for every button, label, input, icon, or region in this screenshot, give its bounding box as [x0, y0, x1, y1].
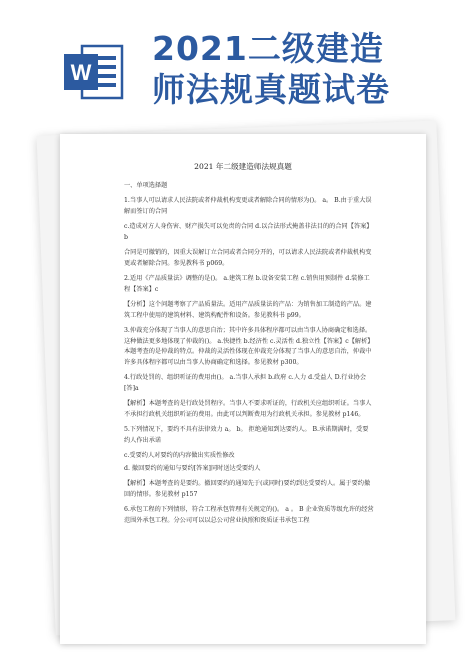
- question-paragraph: 3.仲裁充分体现了当事人的意思自治；其中许多具体程序都可以由当事人协商确定和选择。这种做法更多地体现了仲裁的()。 a.快捷性 b.经济性 c.灵活性 d.独立性【答案】c【解析】本题考查的是仲裁的特点。仲裁的灵活性体现在仲裁充分体现了当事人的意思自治，仲裁中许多具体程序都可以由当事人协商确定和选择。参见教材 p300。: [124, 327, 374, 366]
- question-paragraph: 2.适用《产品质量法》调整的是()。 a.建筑工程 b.设备安装工程 c.销售用预制件 d.装修工程【答案】c: [124, 275, 370, 293]
- document-title: 2021 年二级建造师法规真题: [194, 162, 292, 171]
- question-paragraph: 4.行政处罚的、组织听证的费用由()。 a.当事人承担 b.政府 c.人力 d.受益人 D.行业协会[答]a: [124, 374, 367, 392]
- word-logo-letter: W: [70, 60, 92, 85]
- answer-explanation: 【分析】这个问题考察了产品质量法。适用产品质量法的产品：为销售加工制造的产品。建筑工程中使用的建筑材料、建筑构配件和设备。参见教科书 p99。: [124, 301, 372, 319]
- banner-title-line2: 师法规真题试卷: [152, 70, 390, 109]
- banner-title: [152, 28, 452, 110]
- section-heading: 一、单项选择题: [124, 181, 168, 189]
- answer-explanation: 【解析】本题考查的是行政处罚程序。当事人不要求听证的，行政机关应组织听证。当事人不承担行政机关组织听证的费用。由此可以判断费用为行政机关承担。参见教材 p146。: [124, 400, 372, 418]
- word-document-icon: [62, 40, 126, 104]
- question-paragraph: 1.当事人可以请求人民法院或者仲裁机构变更或者解除合同的情形为()。 a。 B.由于重大误解而签订的合同: [124, 197, 372, 215]
- question-option: c.受要约人对要约的内容做出实质性修改: [124, 452, 235, 459]
- document-body: [112, 162, 374, 531]
- question-paragraph: 6.承包工程的下列情形，符合工程承包管理有关规定的()。 a 。 B 企业资质等级允许的经营范围外承包工程。分公司可以以总公司营业执照和资质证书承包工程: [124, 506, 374, 524]
- answer-explanation: 【解析】本题考查的是要约。撤回要约的通知先于(或同时)要约到达受要约人。属于要约撤回的情形。参见教材 p157: [124, 480, 371, 498]
- answer-explanation: 合同是可撤销的，因重大误解订立合同或者合同分开的，可以请求人民法院或者仲裁机构变更或者解除合同。参见教科书 p069。: [124, 249, 372, 267]
- question-paragraph: 5.下列情况下，要约不具有法律效力 a。 b。 拒绝通知到达要约人。 B.承诺期满时，受要约人作出承诺: [124, 426, 369, 444]
- banner: [0, 0, 474, 140]
- banner-title-line1: 2021二级建造: [152, 29, 384, 68]
- question-paragraph: c.造成对方人身伤害、财产损失可以免责的合同 d.以合法形式掩盖非法目的的合同【答案】b: [124, 223, 373, 241]
- question-option: d. 撤回要约的通知与要约[答案]同时送达受要约人: [124, 464, 261, 472]
